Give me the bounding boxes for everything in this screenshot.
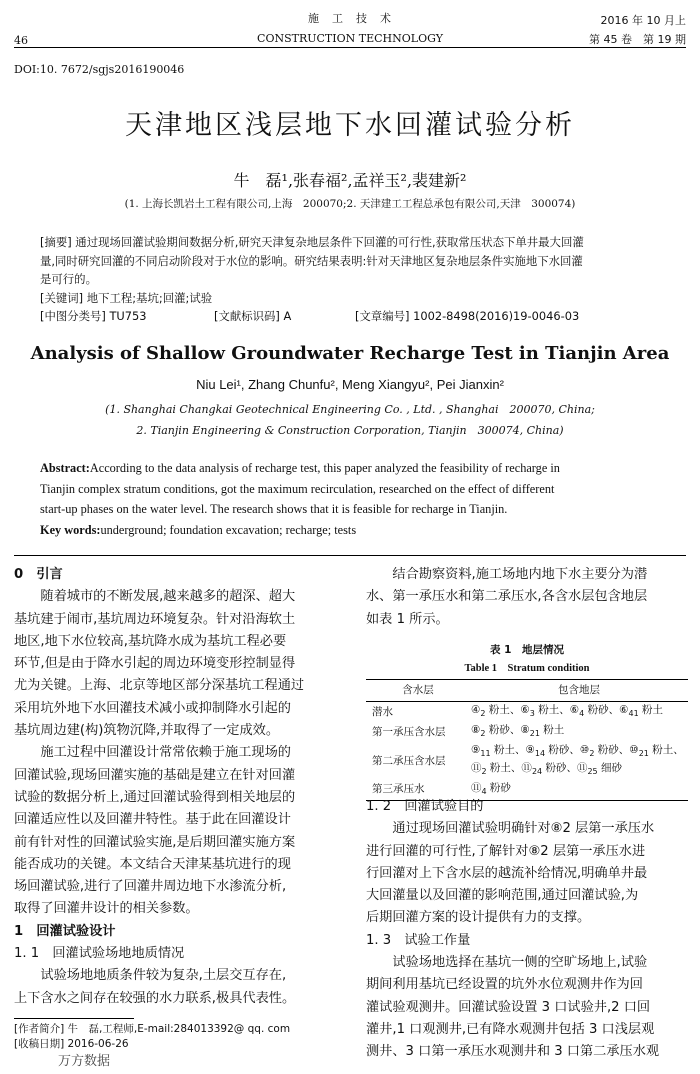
- keywords-zh: 地下工程;基坑;回灌;试验: [86, 290, 213, 305]
- header-rule: [14, 47, 686, 48]
- left-column: [14, 564, 344, 1010]
- table-header-row: 含水层 包含地层: [366, 680, 688, 702]
- abstract-en: Abstract:According to the data analysis of recharge test, this paper analyzed the feasibility of recharge in Tianjin complex stratum conditions, got the maximum recirculation, researched on the effect of different start-up phases on the water level. The research shows that it is feasible for recharge in Tianjin. Key words:underground; foundation excavation; recharge; tests: [40, 461, 560, 537]
- table-row: 第三承压水 $⑪_4$ 粉砂: [372, 782, 511, 797]
- section-1-3-title: 1. 3 试验工作量: [366, 932, 471, 948]
- abstract-zh-label: [摘要]: [40, 235, 72, 249]
- affiliations-en-2: 2. Tianjin Engineering & Construction Corporation, Tianjin 300074, China): [136, 424, 564, 437]
- author-bio: [作者简介] 牛 磊,工程师,E-mail:284013392@ qq. com: [14, 1023, 291, 1035]
- received-date: [收稿日期] 2016-06-26: [14, 1038, 129, 1050]
- keywords-en-label: Key words:: [40, 522, 101, 537]
- title-en: Analysis of Shallow Groundwater Recharge Test in Tianjin Area: [30, 343, 670, 364]
- doi: DOI:10. 7672/sgjs2016190046: [14, 63, 185, 76]
- page-number: 46: [14, 34, 28, 47]
- table-row: 第二承压含水层 $⑨_{11}$ 粉土、$⑨_{14}$ 粉砂、$⑩_2$ 粉砂、$⑩_{21}$ 粉土、 $⑪_2$ 粉土、$⑪_{24}$ 粉砂、$⑪_{25}$ 细砂: [372, 744, 684, 777]
- issue-volume: 第 45 卷 第 19 期: [589, 33, 686, 46]
- stratum-table: [366, 679, 688, 801]
- authors-en: Niu Lei¹, Zhang Chunfu², Meng Xiangyu², Pei Jianxin²: [196, 377, 504, 392]
- footnotes: [14, 1022, 290, 1052]
- paragraph-intro-2: 施工过程中回灌设计常常依赖于施工现场的 回灌试验,现场回灌实施的基础是建立在针对回灌 试验的数据分析上,通过回灌试验得到相关地层的 回灌适应性以及回灌井特性。基于此在回灌设计 前有针对性的回灌试验实施,是后期回灌实施方案 能否成功的关键。本文结合天津某基坑进行的现 场回灌试验,进行了回灌井周边地下水渗流分析, 取得了回灌井设计的相关参数。: [14, 745, 296, 917]
- right-column-lower: [366, 796, 688, 1064]
- paragraph-aquifers: 结合勘察资料,施工场地内地下水主要分为潜 水、第一承压水和第二承压水,各含水层包含地层 如表 1 所示。: [366, 567, 648, 627]
- section-0-title: 0 引言: [14, 567, 63, 582]
- table-1: [366, 642, 688, 801]
- table-row: 潜水 $④_2$ 粉土、$⑥_3$ 粉土、$⑥_4$ 粉砂、$⑥_{41}$ 粉土: [372, 704, 664, 719]
- abstract-en-label: Abstract:: [40, 461, 90, 475]
- section-1-title: 1 回灌试验设计: [14, 923, 116, 939]
- paragraph-intro-1: 随着城市的不断发展,越来越多的超深、超大 基坑建于闹市,基坑周边环境复杂。针对沿海软土 地区,地下水位较高,基坑降水成为基坑工程必要 环节,但是由于降水引起的周边环境变形控制显得 尤为关键。上海、北京等地区部分深基坑工程通过 采用坑外地下水回灌技术减小或抑制降水引起的 基坑周边建(构)筑物沉降,并取得了一定成效。: [14, 589, 305, 739]
- classification-row: [中图分类号] TU753 [文献标识码] A [文章编号] 1002-8498(2016)19-0046-03: [40, 309, 580, 323]
- right-column: [366, 564, 688, 631]
- journal-title-en: CONSTRUCTION TECHNOLOGY: [257, 32, 443, 45]
- keywords-zh-label: [关键词]: [40, 290, 84, 305]
- journal-title-zh: 施 工 技 术: [308, 12, 392, 25]
- paragraph-workload: 试验场地选择在基坑一侧的空旷场地上,试验 期间利用基坑已经设置的坑外水位观测井作为回 灌试验观测井。回灌试验设置 3 口试验井,2 口回 灌井,1 口观测井,已有降水观测井包括 3 口浅层观 测井、3 口第一承压水观测井和 3 口第二承压水观: [366, 955, 660, 1060]
- authors-zh: 牛 磊¹,张春福²,孟祥玉²,裴建新²: [233, 171, 467, 190]
- paragraph-purpose: 通过现场回灌试验明确针对⑧2 层第一承压水 进行回灌的可行性,了解针对⑧2 层第一承压水进 行回灌对上下含水层的越流补给情况,明确单井最 大回灌量以及回灌的影响范围,通过回灌试验,为 后期回灌方案的设计提供有力的支撑。: [366, 821, 655, 926]
- section-1-2-title: 1. 2 回灌试验目的: [366, 799, 484, 814]
- affiliations-zh: (1. 上海长凯岩土工程有限公司,上海 200070;2. 天津建工工程总承包有限公司,天津 300074): [124, 198, 576, 210]
- keywords-en: underground; foundation excavation; recharge; tests: [100, 522, 357, 537]
- watermark: 万方数据: [58, 1054, 111, 1069]
- paragraph-geology: 试验场地地质条件较为复杂,土层交互存在, 上下含水之间存在较强的水力联系,极具代表性。: [14, 968, 296, 1006]
- table-caption-en: Table 1 Stratum condition: [464, 663, 590, 674]
- issue-date: 2016 年 10 月上: [600, 14, 686, 27]
- table-caption-zh: 表 1 地层情况: [490, 644, 564, 656]
- affiliations-en-1: (1. Shanghai Changkai Geotechnical Engineering Co. , Ltd. , Shanghai 200070, China;: [105, 403, 595, 416]
- abstract-zh: [摘要] 通过现场回灌试验期间数据分析,研究天津复杂地层条件下回灌的可行性,获取常压状态下单井最大回灌 量,同时研究回灌的不同启动阶段对于水位的影响。研究结果表明:针对天津地区复杂地层条件实施地下水回灌 是可行的。 [关键词] 地下工程;基坑;回灌;试验 [中图分类号] TU753 [文献标识码] A [文章编号] 1002-8498(2016)19-0046-03: [40, 233, 665, 326]
- footnote-rule: [14, 1018, 134, 1019]
- section-rule: [14, 555, 686, 556]
- title-zh: 天津地区浅层地下水回灌试验分析: [125, 110, 575, 141]
- table-row: 第一承压含水层 $⑧_2$ 粉砂、$⑧_{21}$ 粉土: [372, 724, 565, 739]
- section-1-1-title: 1. 1 回灌试验场地地质情况: [14, 946, 185, 962]
